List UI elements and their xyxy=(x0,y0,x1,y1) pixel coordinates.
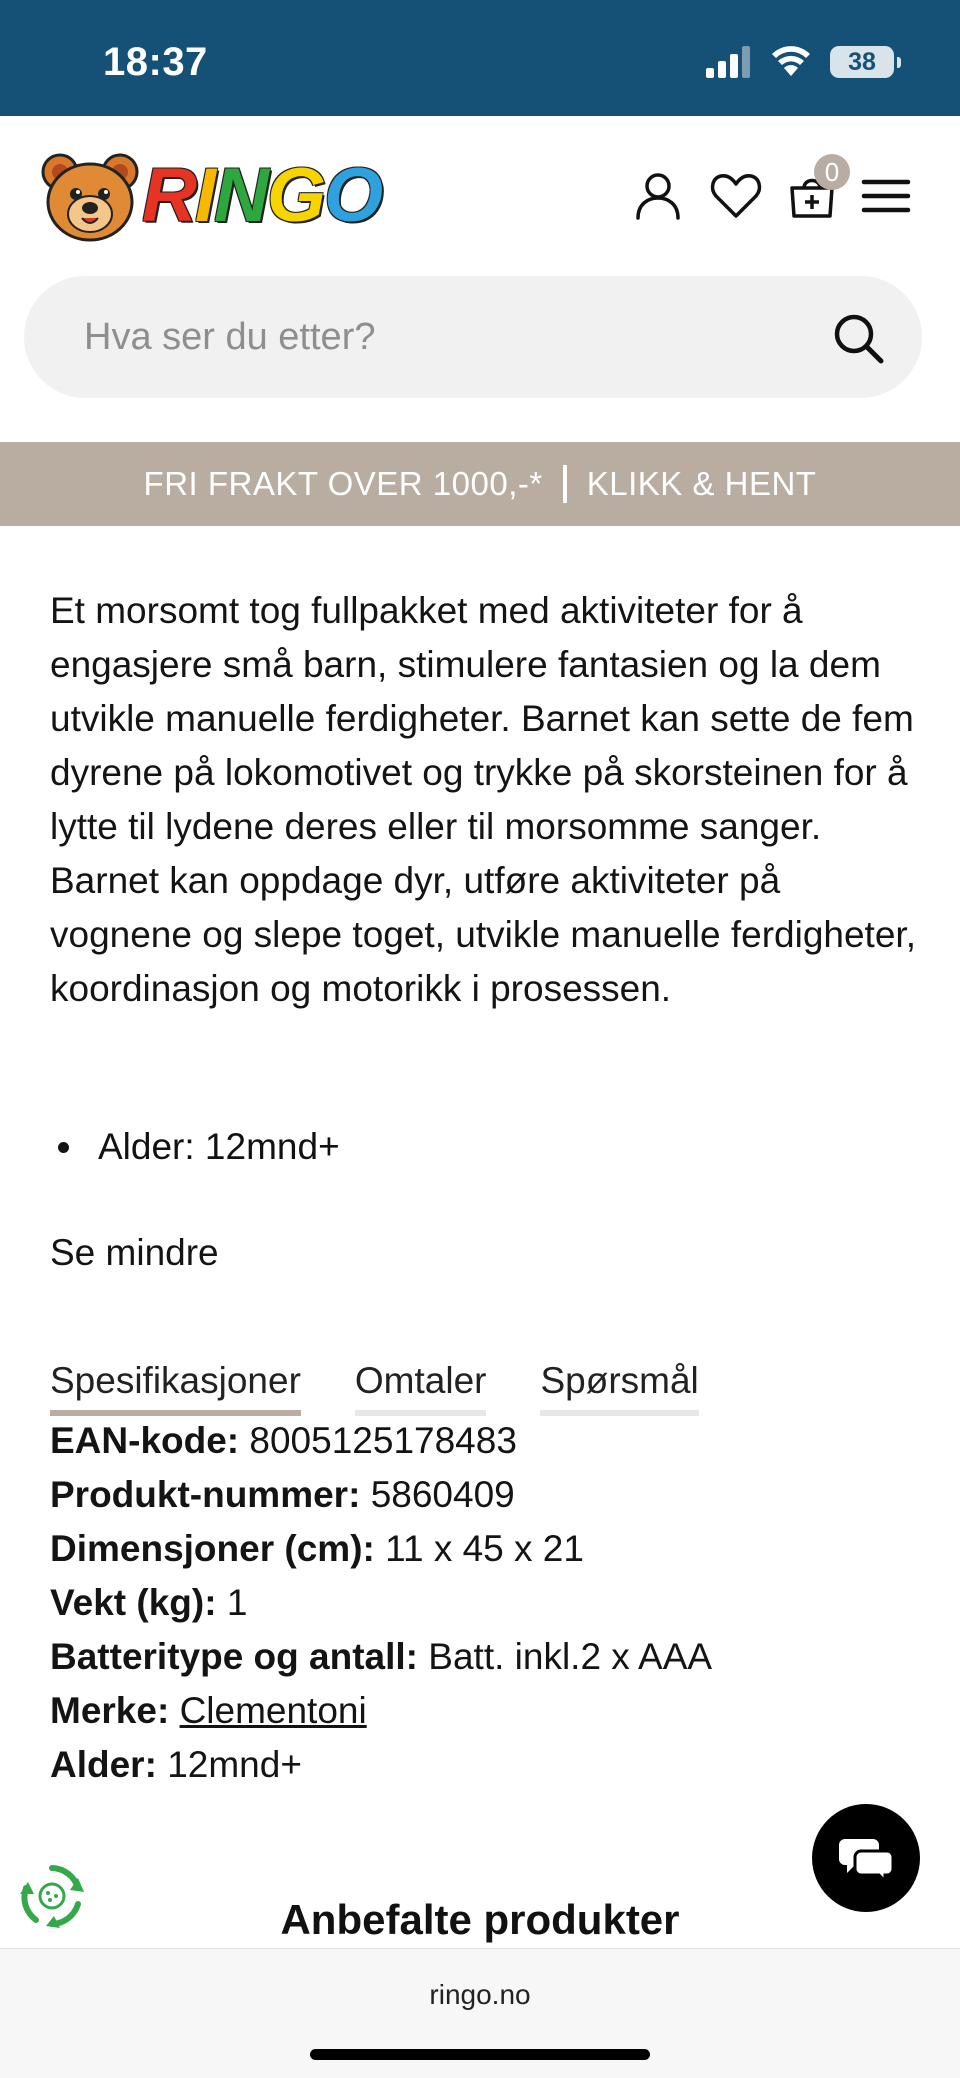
brand-link[interactable]: Clementoni xyxy=(179,1690,367,1731)
tab-specifications[interactable]: Spesifikasjoner xyxy=(50,1356,301,1416)
banner-free-shipping: FRI FRAKT OVER 1000,-* xyxy=(143,465,543,502)
product-description: Et morsomt tog fullpakket med aktiviteter for å engasjere små barn, stimulere fantasien og la dem utvikle manuelle ferdigheter. Barnet kan sette de fem dyrene på lokomotivet og trykke på skorsteinen for å lytte til lydene deres eller til morsomme sanger. Barnet kan oppdage dyr, utføre aktiviteter på vognene og slepe toget, utvikle manuelle ferdigheter, koordinasjon og motorikk i prosessen. xyxy=(50,590,916,1009)
search-icon[interactable] xyxy=(830,310,886,366)
spec-row: Merke: Clementoni xyxy=(50,1690,367,1731)
status-icons xyxy=(706,46,894,78)
ringo-logo[interactable] xyxy=(40,150,381,242)
specifications-list xyxy=(50,1414,712,1792)
signal-icon xyxy=(706,46,752,78)
wifi-icon xyxy=(770,46,812,78)
search-bar xyxy=(24,276,922,398)
product-bullets xyxy=(50,1120,340,1174)
menu-icon[interactable] xyxy=(858,168,914,224)
spec-row: Produkt-nummer: 5860409 xyxy=(50,1474,515,1515)
recommended-products-title: Anbefalte produkter xyxy=(280,1896,680,1943)
product-tabs xyxy=(50,1356,699,1416)
spec-row: Batteritype og antall: Batt. inkl.2 x AAA xyxy=(50,1636,713,1677)
shipping-banner xyxy=(0,442,960,526)
list-item: Alder: 12mnd+ xyxy=(50,1120,340,1174)
tab-questions[interactable]: Spørsmål xyxy=(540,1356,698,1416)
search-input[interactable] xyxy=(84,276,804,398)
spec-row: Alder: 12mnd+ xyxy=(50,1744,302,1785)
user-icon[interactable] xyxy=(630,168,686,224)
spec-row: Vekt (kg): 1 xyxy=(50,1582,248,1623)
see-less-link[interactable]: Se mindre xyxy=(50,1232,219,1273)
bear-logo-icon xyxy=(40,150,140,242)
tab-reviews[interactable]: Omtaler xyxy=(355,1356,487,1416)
spec-row: Dimensjoner (cm): 11 x 45 x 21 xyxy=(50,1528,584,1569)
banner-click-collect: KLIKK & HENT xyxy=(586,465,817,502)
heart-icon[interactable] xyxy=(708,168,764,224)
battery-icon: 38 xyxy=(830,46,894,78)
chat-icon xyxy=(837,1833,895,1883)
browser-address-bar xyxy=(0,1948,960,2078)
banner-divider xyxy=(563,465,567,503)
home-indicator[interactable] xyxy=(310,2049,650,2060)
url-text[interactable]: ringo.no xyxy=(429,1979,531,2010)
cart-count-badge: 0 xyxy=(814,154,850,190)
logo-text: RINGO xyxy=(142,153,382,238)
spec-row: EAN-kode: 8005125178483 xyxy=(50,1420,517,1461)
site-header xyxy=(0,116,960,276)
status-time: 18:37 xyxy=(103,40,208,84)
status-bar xyxy=(0,0,960,116)
